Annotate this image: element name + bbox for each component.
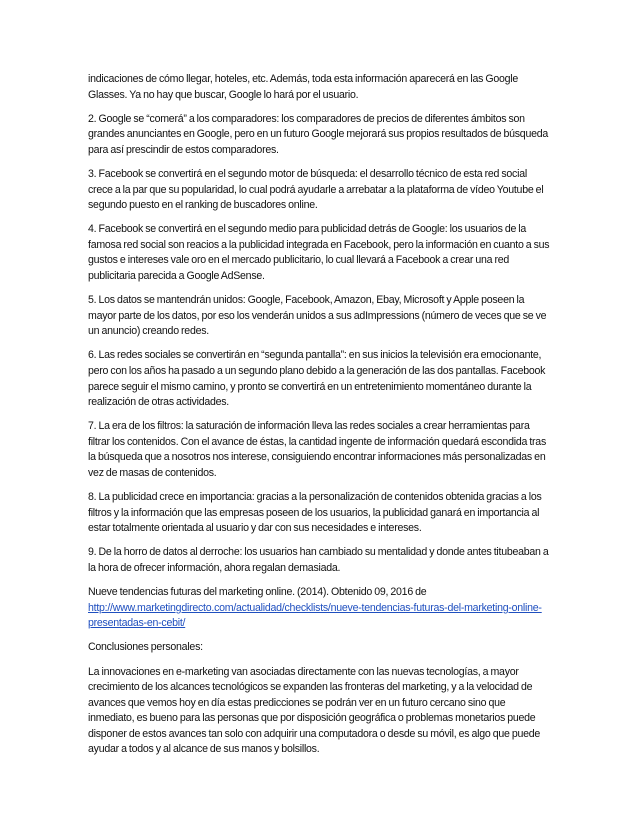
paragraph-trend-3: 3. Facebook se convertirá en el segundo motor de búsqueda: el desarrollo técnico de esta red social crece a la par que su popularidad, lo cual podrá ayudarle a arrebatar a la plataforma de vídeo Youtube el segundo puesto en el ranking de buscadores online.	[88, 167, 544, 212]
conclusions-heading: Conclusiones personales:	[88, 641, 203, 654]
paragraph-trend-6: 6. Las redes sociales se convertirán en “segunda pantalla”: en sus inicios la televisión era emocionante, pero con los años ha pasado a un segundo plano debido a la generación de las dos pantallas. Facebook parece seguir el mismo camino, y pronto se convertirá en un entretenimiento momentáneo durante la realización de otras actividades.	[88, 349, 546, 409]
citation	[88, 585, 552, 632]
citation-text: Nueve tendencias futuras del marketing online. (2014). Obtenido 09, 2016 de	[88, 586, 427, 599]
document-page	[88, 72, 552, 767]
paragraph-trend-7: 7. La era de los filtros: la saturación de información lleva las redes sociales a crear herramientas para filtrar los contenidos. Con el avance de éstas, la cantidad ingente de información quedará escondida tras la búsqueda que a nosotros nos interese, consiguiendo encontrar informaciones más personalizadas en vez de masas de contenidos.	[88, 420, 546, 480]
citation-link[interactable]: http://www.marketingdirecto.com/actualidad/checklists/nueve-tendencias-futuras-del-marketing-online-presentadas-en-cebit/	[88, 601, 542, 630]
paragraph-trend-8: 8. La publicidad crece en importancia: gracias a la personalización de contenidos obtenida gracias a los filtros y la información que las empresas poseen de los usuarios, la publicidad ganará en importancia al estar totalmente orientada al usuario y dar con sus necesidades e intereses.	[88, 491, 542, 535]
paragraph-trend-2: 2. Google se “comerá” a los comparadores: los comparadores de precios de diferentes ámbitos son grandes anunciantes en Google, pero en un futuro Google mejorará sus propios resultados de búsqueda para así prescindir de estos comparadores.	[88, 112, 549, 156]
paragraph-trend-4: 4. Facebook se convertirá en el segundo medio para publicidad detrás de Google: los usuarios de la famosa red social son reacios a la publicidad integrada en Facebook, pero la información en cuanto a sus gustos e intereses vale oro en el mercado publicitario, lo cual llevará a Facebook a crear una red publicitaria parecida a Google AdSense.	[88, 223, 550, 283]
paragraph-trend-9: 9. De la horro de datos al derroche: los usuarios han cambiado su mentalidad y donde antes titubeaban a la hora de ofrecer información, ahora regalan demasiada.	[88, 546, 549, 575]
paragraph-intro: indicaciones de cómo llegar, hoteles, etc. Además, toda esta información aparecerá en las Google Glasses. Ya no hay que buscar, Google lo hará por el usuario.	[88, 73, 519, 101]
conclusions-body: La innovaciones en e-marketing van asociadas directamente con las nuevas tecnologías, a mayor crecimiento de los alcances tecnológicos se expanden las fronteras del marketing, y a la velocidad de avances que vemos hoy en día estas predicciones se podrán ver en un futuro cercano sino que inmediato, es bueno para las personas que por disposición geográfica o problemas monetarios puede disponer de estos avances tan solo con adquirir una computadora o desde su móvil, es algo que puede ayudar a todos y al alcance de sus manos y bolsillos.	[88, 665, 541, 756]
paragraph-trend-5: 5. Los datos se mantendrán unidos: Google, Facebook, Amazon, Ebay, Microsoft y Apple poseen la mayor parte de los datos, por eso los venderán unidos a sus adImpressions (número de veces que se ve un anuncio) creando redes.	[88, 294, 547, 338]
